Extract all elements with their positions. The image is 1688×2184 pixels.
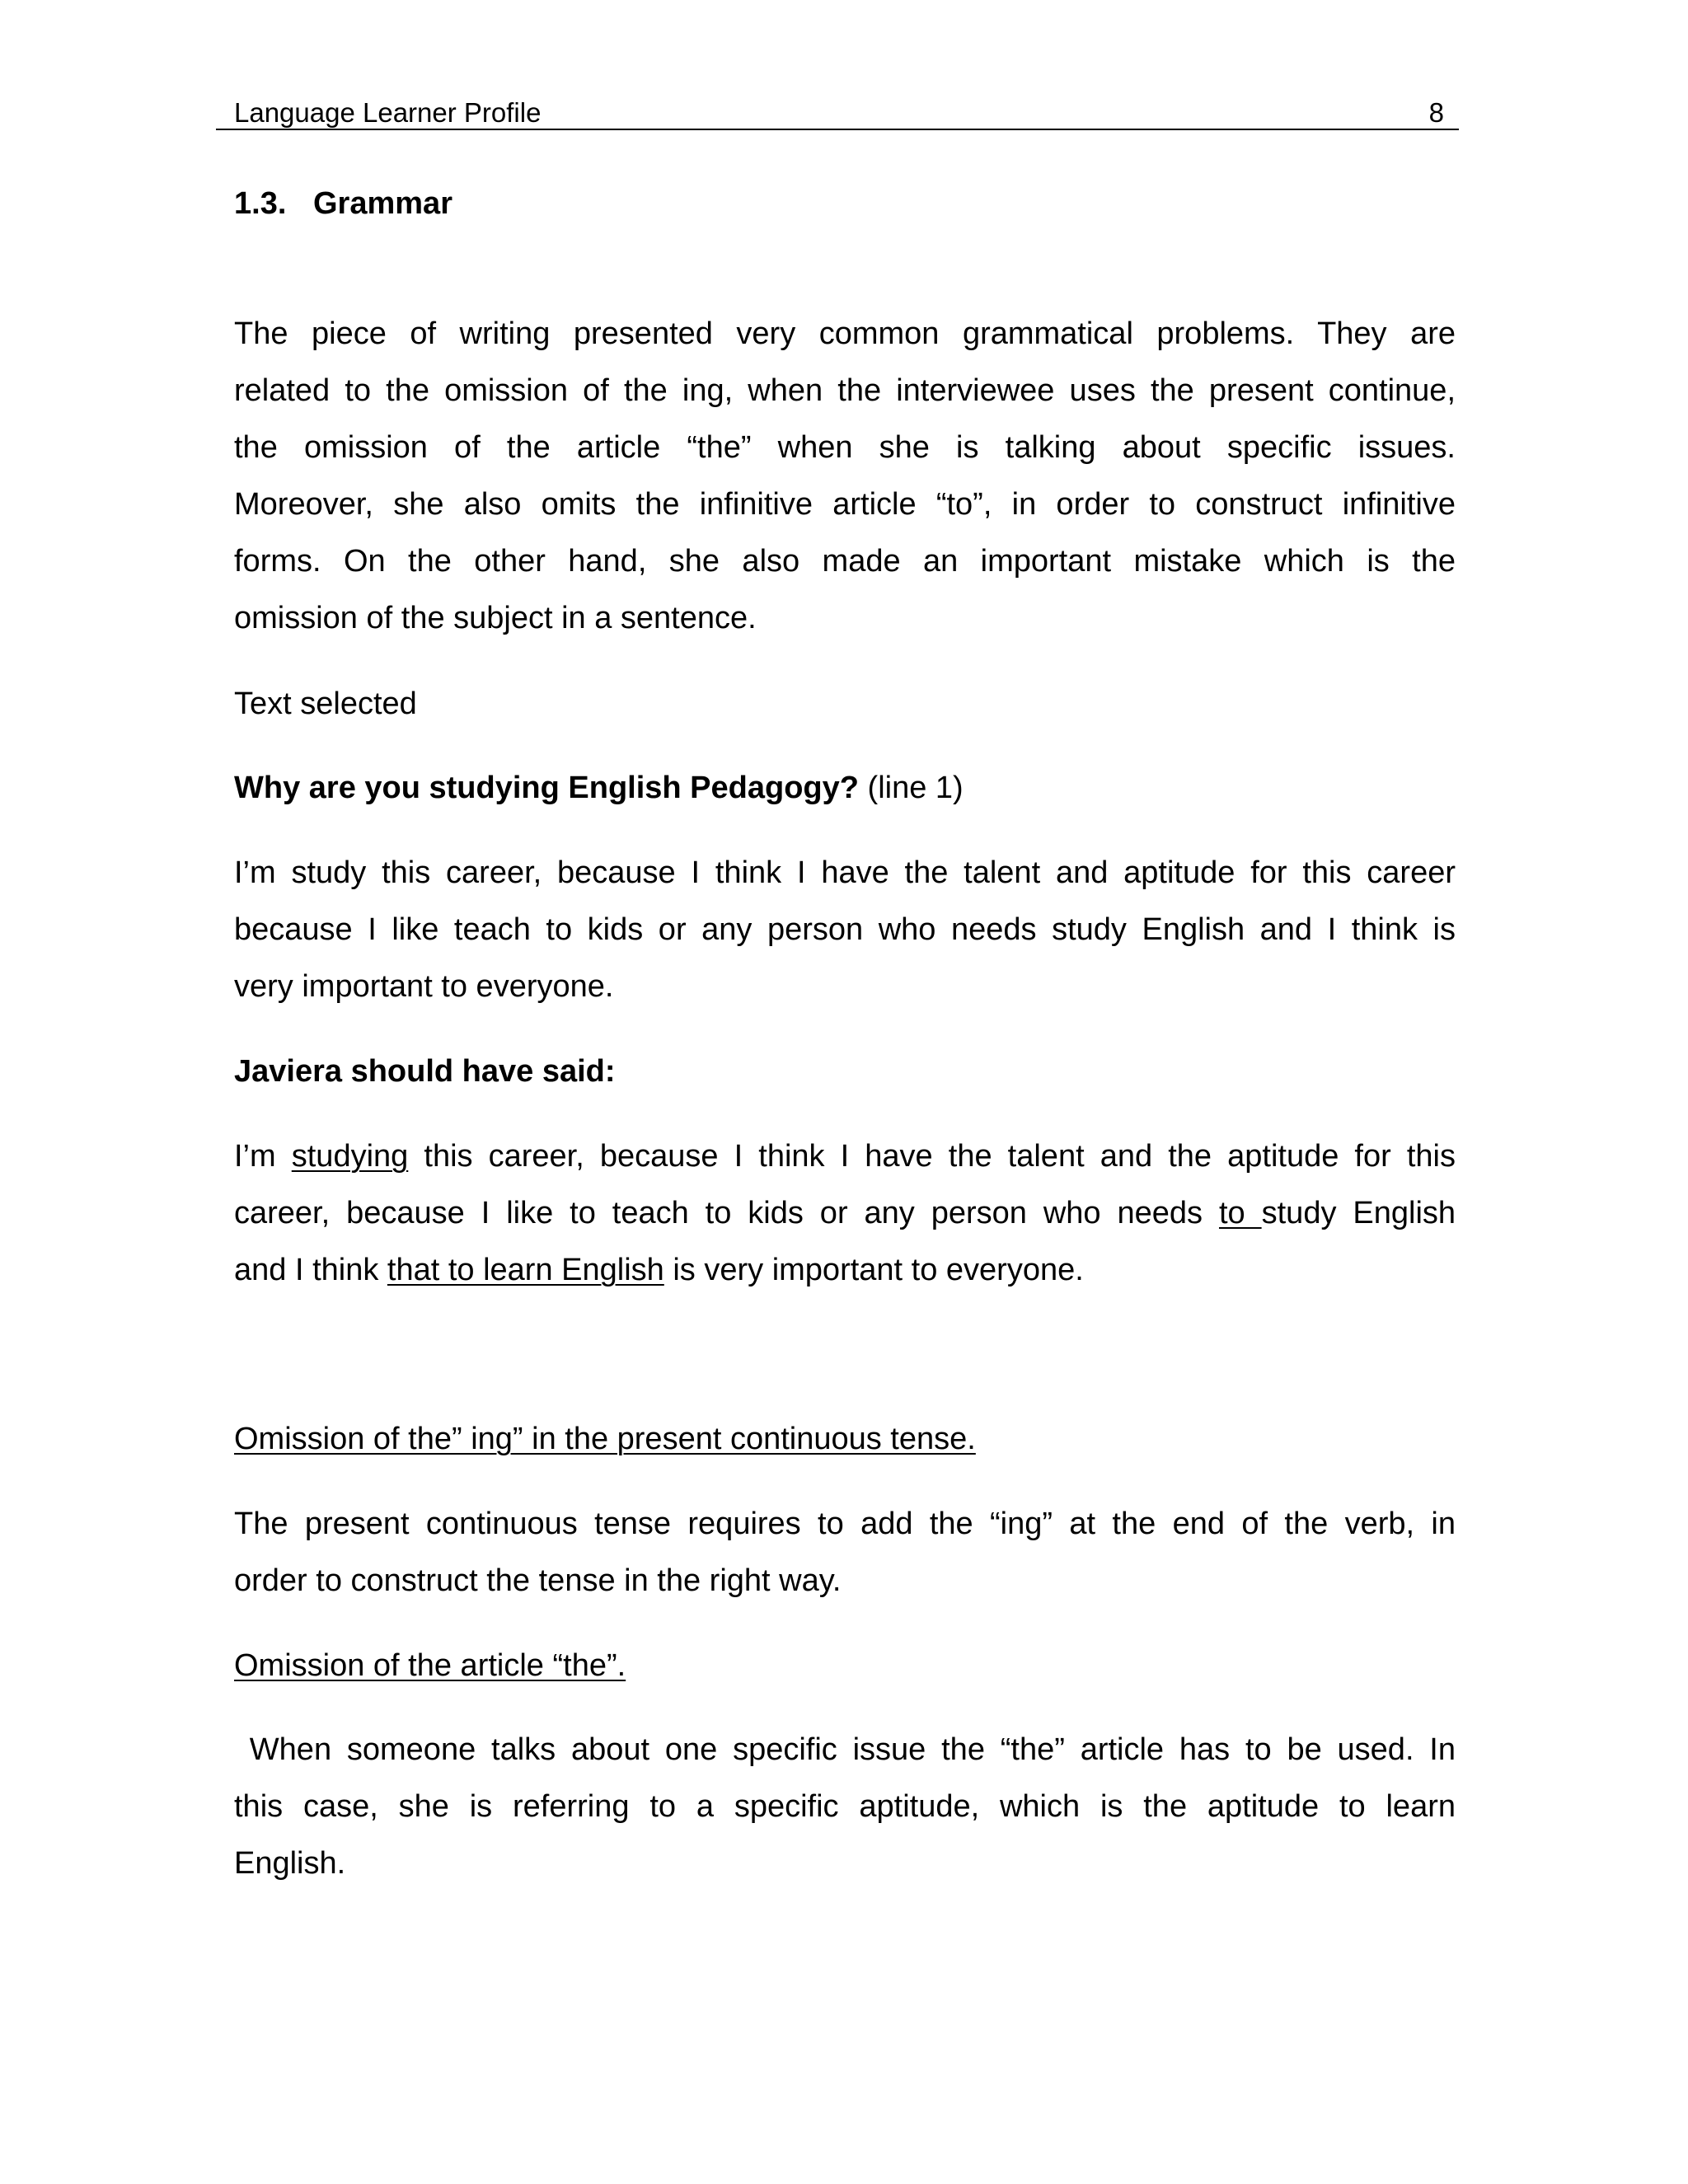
intro-line: forms. On the other hand, she also made an important mistake which is the (234, 544, 1456, 579)
article-line: this case, she is referring to a specific aptitude, which is the aptitude to learn (234, 1789, 1456, 1824)
answer-paragraph (234, 845, 1456, 1015)
subheading-article (234, 1638, 1456, 1694)
answer-line: I’m study this career, because I think I have the talent and aptitude for this career (234, 855, 1456, 890)
subheading-ing (234, 1411, 1456, 1468)
question-line (234, 760, 1456, 817)
text-selected-text: Text selected (234, 687, 417, 721)
intro-line: related to the omission of the ing, when the interviewee uses the present continue, (234, 373, 1456, 408)
correction-text: and I think (234, 1253, 387, 1287)
subheading-ing-text: Omission of the” ing” in the present continuous tense. (234, 1422, 976, 1456)
ing-paragraph (234, 1496, 1456, 1610)
section-number: 1.3. (234, 186, 287, 221)
intro-line: Moreover, she also omits the infinitive article “to”, in order to construct infinitive (234, 487, 1456, 522)
ing-line: The present continuous tense requires to add the “ing” at the end of the verb, in (234, 1507, 1456, 1541)
correction-line-1 (234, 1128, 1456, 1185)
header-title: Language Learner Profile (234, 97, 542, 128)
correction-text: study English (1261, 1196, 1456, 1230)
text-selected-label (234, 676, 1456, 733)
article-line: English. (234, 1846, 346, 1881)
article-line: When someone talks about one specific issue the “the” article has to be used. In (234, 1732, 1456, 1767)
correction-underlined: to (1218, 1196, 1262, 1230)
correction-text: is very important to everyone. (663, 1253, 1084, 1287)
intro-line: the omission of the article “the” when she is talking about specific issues. (234, 430, 1456, 465)
subheading-article-text: Omission of the article “the”. (234, 1648, 626, 1683)
question-text: Why are you studying English Pedagogy? (234, 771, 859, 805)
ing-line: order to construct the tense in the right way. (234, 1563, 842, 1598)
correction-line-2 (234, 1185, 1456, 1242)
section-title: Grammar (313, 186, 452, 221)
correction-label-text: Javiera should have said: (234, 1054, 616, 1089)
correction-underlined: studying (291, 1139, 409, 1174)
question-ref: (line 1) (858, 771, 964, 805)
intro-line: The piece of writing presented very common grammatical problems. They are (234, 316, 1456, 351)
correction-underlined: that to learn English (387, 1253, 664, 1287)
correction-text: career, because I like to teach to kids or any person who needs (234, 1196, 1219, 1230)
correction-label (234, 1043, 1456, 1100)
page-header (216, 92, 1459, 130)
page-number: 8 (1428, 97, 1444, 128)
correction-paragraph (234, 1128, 1456, 1299)
correction-text: I’m (234, 1139, 292, 1174)
answer-line: because I like teach to kids or any person who needs study English and I think is (234, 912, 1456, 947)
intro-line: omission of the subject in a sentence. (234, 601, 757, 635)
answer-line: very important to everyone. (234, 969, 614, 1004)
article-paragraph (234, 1722, 1456, 1892)
intro-paragraph (234, 306, 1456, 647)
correction-text: this career, because I think I have the talent and the aptitude for this (408, 1139, 1456, 1174)
section-heading (234, 186, 452, 222)
correction-line-3 (234, 1242, 1456, 1299)
